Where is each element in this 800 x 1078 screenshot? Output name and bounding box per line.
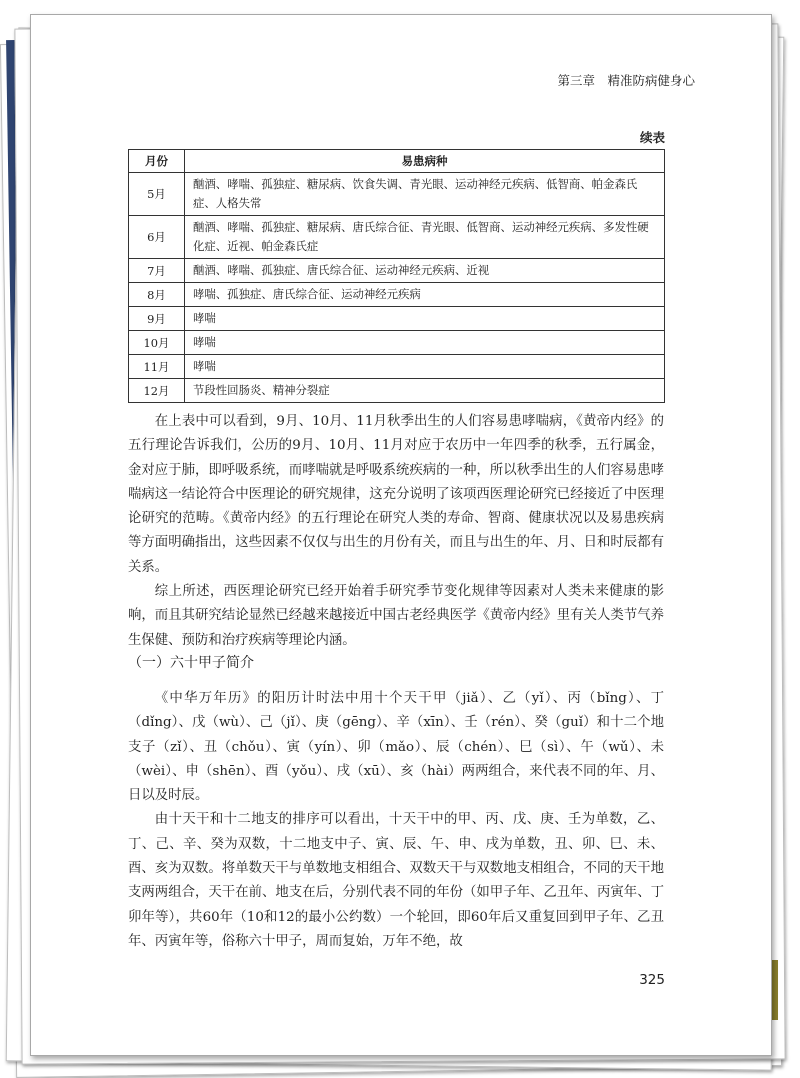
table-row xyxy=(129,216,665,259)
table-row xyxy=(129,355,665,379)
month-cell: 9月 xyxy=(129,307,185,331)
body-paragraph: 《中华万年历》的阳历计时法中用十个天干甲（jiǎ）、乙（yǐ）、丙（bǐng）、丁（dǐng）、戊（wù）、己（jǐ）、庚（gēng）、辛（xīn）、壬（rén）、癸（guǐ）和十二个地支子（zǐ）、丑（chǒu）、寅（yín）、卯（mǎo）、辰（chén）、巳（sì）、午（wǔ）、未（wèi）、申（shēn）、酉（yǒu）、戌（xū）、亥（hài）两两组合，来代表不同的年、月、日以及时辰。 xyxy=(128,691,664,804)
body-paragraph: 综上所述，西医理论研究已经开始着手研究季节变化规律等因素对人类未来健康的影响，而且其研究结论显然已经越来越接近中国古老经典医学《黄帝内经》里有关人类节气养生保健、预防和治疗疾病等理论内涵。 xyxy=(128,584,664,648)
body-text-block xyxy=(128,410,664,653)
body-paragraph: 由十天干和十二地支的排序可以看出，十天干中的甲、丙、戊、庚、壬为单数，乙、丁、己、辛、癸为双数，十二地支中子、寅、辰、午、申、戌为单数，丑、卯、巳、未、酉、亥为双数。将单数天干与单数地支相组合、双数天干与双数地支相组合，不同的天干地支两两组合，天干在前、地支在后，分别代表不同的年份（如甲子年、乙丑年、丙寅年、丁卯年等），共60年（10和12的最小公约数）一个轮回，即60年后又重复回到甲子年、乙丑年、丙寅年等，俗称六十甲子，周而复始，万年不绝，故 xyxy=(128,812,664,949)
month-cell: 6月 xyxy=(129,216,185,259)
table-row xyxy=(129,259,665,283)
diseases-cell: 节段性回肠炎、精神分裂症 xyxy=(185,379,665,403)
diseases-cell: 哮喘 xyxy=(185,331,665,355)
table-header-row xyxy=(129,150,665,173)
month-cell: 7月 xyxy=(129,259,185,283)
page-number: 325 xyxy=(639,972,665,988)
month-cell: 12月 xyxy=(129,379,185,403)
month-cell: 5月 xyxy=(129,173,185,216)
disease-by-month-table xyxy=(128,149,665,403)
diseases-cell: 哮喘 xyxy=(185,355,665,379)
body-paragraph: 在上表中可以看到，9月、10月、11月秋季出生的人们容易患哮喘病，《黄帝内经》的五行理论告诉我们，公历的9月、10月、11月对应于农历中一年四季的秋季，五行属金，金对应于肺，即呼吸系统，而哮喘就是呼吸系统疾病的一种，所以秋季出生的人们容易患哮喘病这一结论符合中医理论的研究规律，这充分说明了该项西医理论研究已经接近了中医理论研究的范畴。《黄帝内经》的五行理论在研究人类的寿命、智商、健康状况以及易患疾病等方面明确指出，这些因素不仅仅与出生的月份有关，而且与出生的年、月、日和时辰都有关系。 xyxy=(128,414,664,575)
body-text-block xyxy=(128,687,664,954)
diseases-cell: 哮喘 xyxy=(185,307,665,331)
diseases-cell: 哮喘、孤独症、唐氏综合征、运动神经元疾病 xyxy=(185,283,665,307)
table-caption: 续表 xyxy=(639,130,665,145)
month-cell: 11月 xyxy=(129,355,185,379)
diseases-cell: 酗酒、哮喘、孤独症、唐氏综合征、运动神经元疾病、近视 xyxy=(185,259,665,283)
month-cell: 8月 xyxy=(129,283,185,307)
table-row xyxy=(129,307,665,331)
month-cell: 10月 xyxy=(129,331,185,355)
diseases-cell: 酗酒、哮喘、孤独症、糖尿病、饮食失调、青光眼、运动神经元疾病、低智商、帕金森氏症、人格失常 xyxy=(185,173,665,216)
table-row xyxy=(129,283,665,307)
running-header: 第三章 精准防病健身心 xyxy=(557,73,695,88)
table-row xyxy=(129,331,665,355)
header-month: 月份 xyxy=(129,150,185,173)
diseases-cell: 酗酒、哮喘、孤独症、糖尿病、唐氏综合征、青光眼、低智商、运动神经元疾病、多发性硬化症、近视、帕金森氏症 xyxy=(185,216,665,259)
table-row xyxy=(129,173,665,216)
header-diseases: 易患病种 xyxy=(185,150,665,173)
table-row xyxy=(129,379,665,403)
section-heading: （一）六十甲子简介 xyxy=(128,655,254,671)
